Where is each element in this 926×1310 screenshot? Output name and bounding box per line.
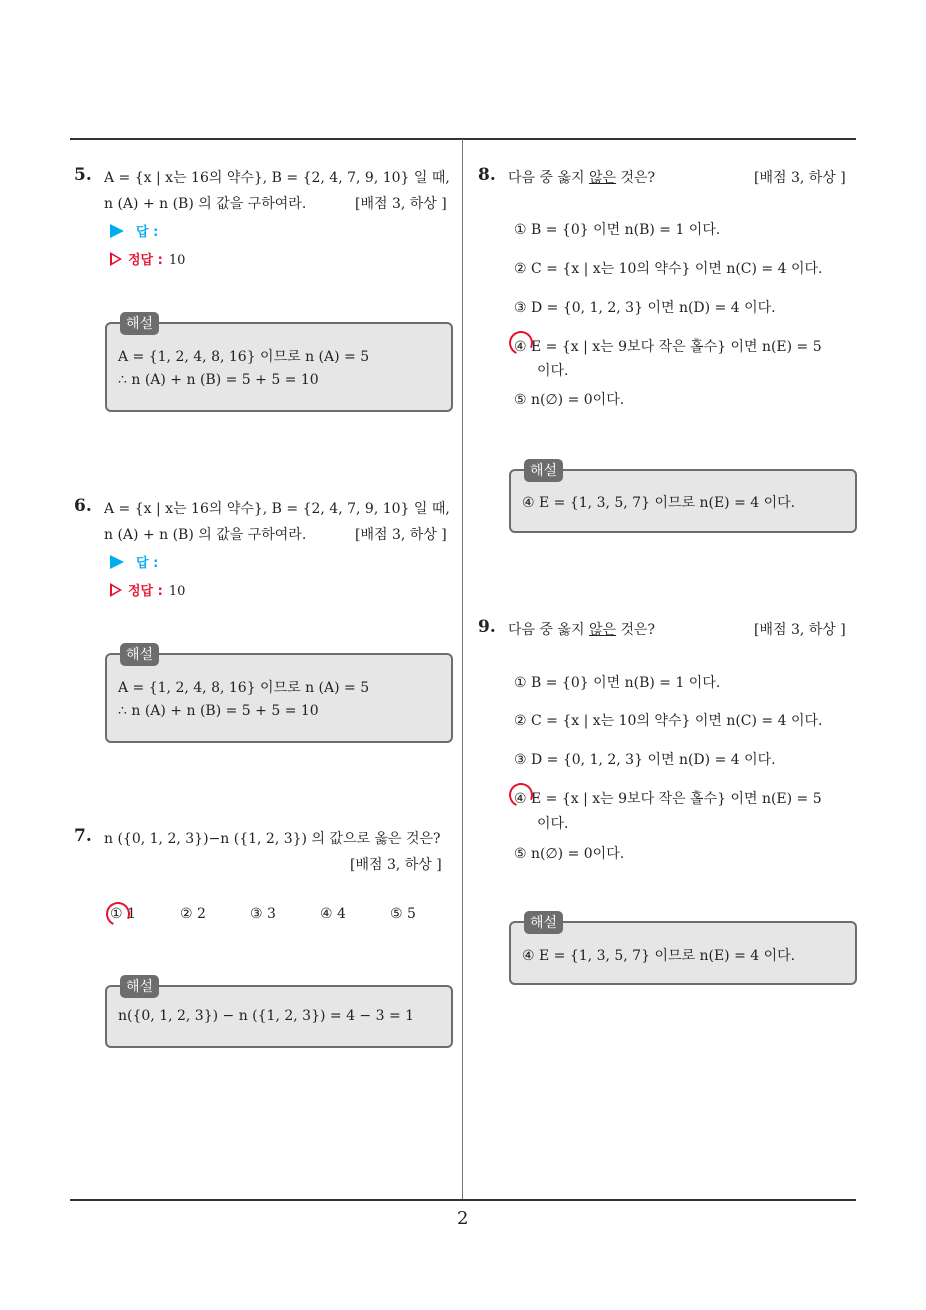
choice-3[interactable]: ③ D = {0, 1, 2, 3} 이면 n(D) = 4 이다. <box>514 300 776 316</box>
choice-2[interactable]: ② 2 <box>180 906 206 922</box>
score-meta: [배점 3, 하상 ] <box>355 527 447 543</box>
question-number: 5. <box>74 165 92 185</box>
correct-answer-row <box>110 580 185 599</box>
choice-1[interactable]: ① B = {0} 이면 n(B) = 1 이다. <box>514 222 721 238</box>
bottom-rule <box>70 1199 856 1201</box>
question-stem: n ({0, 1, 2, 3})−n ({1, 2, 3}) 의 값으로 옳은 것은? <box>104 831 441 847</box>
choice-2[interactable]: ② C = {x | x는 10의 약수} 이면 n(C) = 4 이다. <box>514 713 823 729</box>
score-meta: [배점 3, 하상 ] <box>754 622 846 638</box>
choice-5[interactable]: ⑤ n(∅) = 0이다. <box>514 392 625 408</box>
explanation-tag: 해설 <box>524 911 563 934</box>
stem-underlined: 않은 <box>588 170 617 186</box>
explanation-line: A = {1, 2, 4, 8, 16} 이므로 n (A) = 5 <box>118 349 370 365</box>
answer-label: 답 : <box>136 556 159 571</box>
score-meta: [배점 3, 하상 ] <box>350 857 442 873</box>
play-icon <box>110 224 124 238</box>
explanation-tag: 해설 <box>120 312 159 335</box>
question-stem: A = {x | x는 16의 약수}, B = {2, 4, 7, 9, 10} 일 때, <box>104 501 450 517</box>
correct-answer-row <box>110 249 185 268</box>
question-number: 6. <box>74 496 92 516</box>
explanation-line: ④ E = {1, 3, 5, 7} 이므로 n(E) = 4 이다. <box>522 495 796 511</box>
explanation-line: ∴ n (A) + n (B) = 5 + 5 = 10 <box>118 703 319 719</box>
question-stem <box>508 619 655 639</box>
choice-4[interactable]: ④ 4 <box>320 906 346 922</box>
correct-value: 10 <box>168 584 186 599</box>
choice-5[interactable]: ⑤ n(∅) = 0이다. <box>514 846 625 862</box>
stem-text: 다음 중 옳지 <box>508 622 589 638</box>
choice-4[interactable]: ④ E = {x | x는 9보다 작은 홀수} 이면 n(E) = 5 <box>514 339 822 355</box>
explanation-line: A = {1, 2, 4, 8, 16} 이므로 n (A) = 5 <box>118 680 370 696</box>
score-meta: [배점 3, 하상 ] <box>754 170 846 186</box>
stem-text: 다음 중 옳지 <box>508 170 589 186</box>
correct-label: 정답 : <box>128 584 163 599</box>
score-meta: [배점 3, 하상 ] <box>355 196 447 212</box>
question-number: 9. <box>478 617 496 637</box>
choice-4[interactable]: ④ E = {x | x는 9보다 작은 홀수} 이면 n(E) = 5 <box>514 791 822 807</box>
explanation-box <box>105 322 453 412</box>
answer-row <box>110 221 158 240</box>
outline-triangle-icon <box>110 252 122 266</box>
choice-5[interactable]: ⑤ 5 <box>390 906 416 922</box>
column-divider <box>462 139 463 1200</box>
question-stem <box>508 167 655 187</box>
question-stem-continued: n (A) + n (B) 의 값을 구하여라. <box>104 196 307 212</box>
stem-text: 것은? <box>616 170 656 186</box>
explanation-box <box>105 653 453 743</box>
answer-row <box>110 552 158 571</box>
top-rule <box>70 138 856 140</box>
page-number: 2 <box>457 1208 469 1229</box>
question-stem-continued: n (A) + n (B) 의 값을 구하여라. <box>104 527 307 543</box>
choice-4-continued: 이다. <box>537 816 569 832</box>
outline-triangle-icon <box>110 583 122 597</box>
explanation-tag: 해설 <box>524 459 563 482</box>
correct-label: 정답 : <box>128 253 163 268</box>
choice-2[interactable]: ② C = {x | x는 10의 약수} 이면 n(C) = 4 이다. <box>514 261 823 277</box>
choice-1[interactable]: ① 1 <box>110 906 136 922</box>
choice-4-continued: 이다. <box>537 363 569 379</box>
question-number: 8. <box>478 165 496 185</box>
answer-label: 답 : <box>136 225 159 240</box>
explanation-line: ∴ n (A) + n (B) = 5 + 5 = 10 <box>118 372 319 388</box>
explanation-tag: 해설 <box>120 643 159 666</box>
question-number: 7. <box>74 826 92 846</box>
choice-3[interactable]: ③ 3 <box>250 906 276 922</box>
stem-underlined: 않은 <box>588 622 617 638</box>
stem-text: 것은? <box>616 622 656 638</box>
correct-value: 10 <box>168 253 186 268</box>
selected-answer-mark <box>103 899 134 930</box>
choice-1[interactable]: ① B = {0} 이면 n(B) = 1 이다. <box>514 675 721 691</box>
explanation-tag: 해설 <box>120 975 159 998</box>
choice-3[interactable]: ③ D = {0, 1, 2, 3} 이면 n(D) = 4 이다. <box>514 752 776 768</box>
play-icon <box>110 555 124 569</box>
explanation-line: n({0, 1, 2, 3}) − n ({1, 2, 3}) = 4 − 3 = 1 <box>118 1008 415 1024</box>
explanation-line: ④ E = {1, 3, 5, 7} 이므로 n(E) = 4 이다. <box>522 948 796 964</box>
question-stem: A = {x | x는 16의 약수}, B = {2, 4, 7, 9, 10} 일 때, <box>104 170 450 186</box>
